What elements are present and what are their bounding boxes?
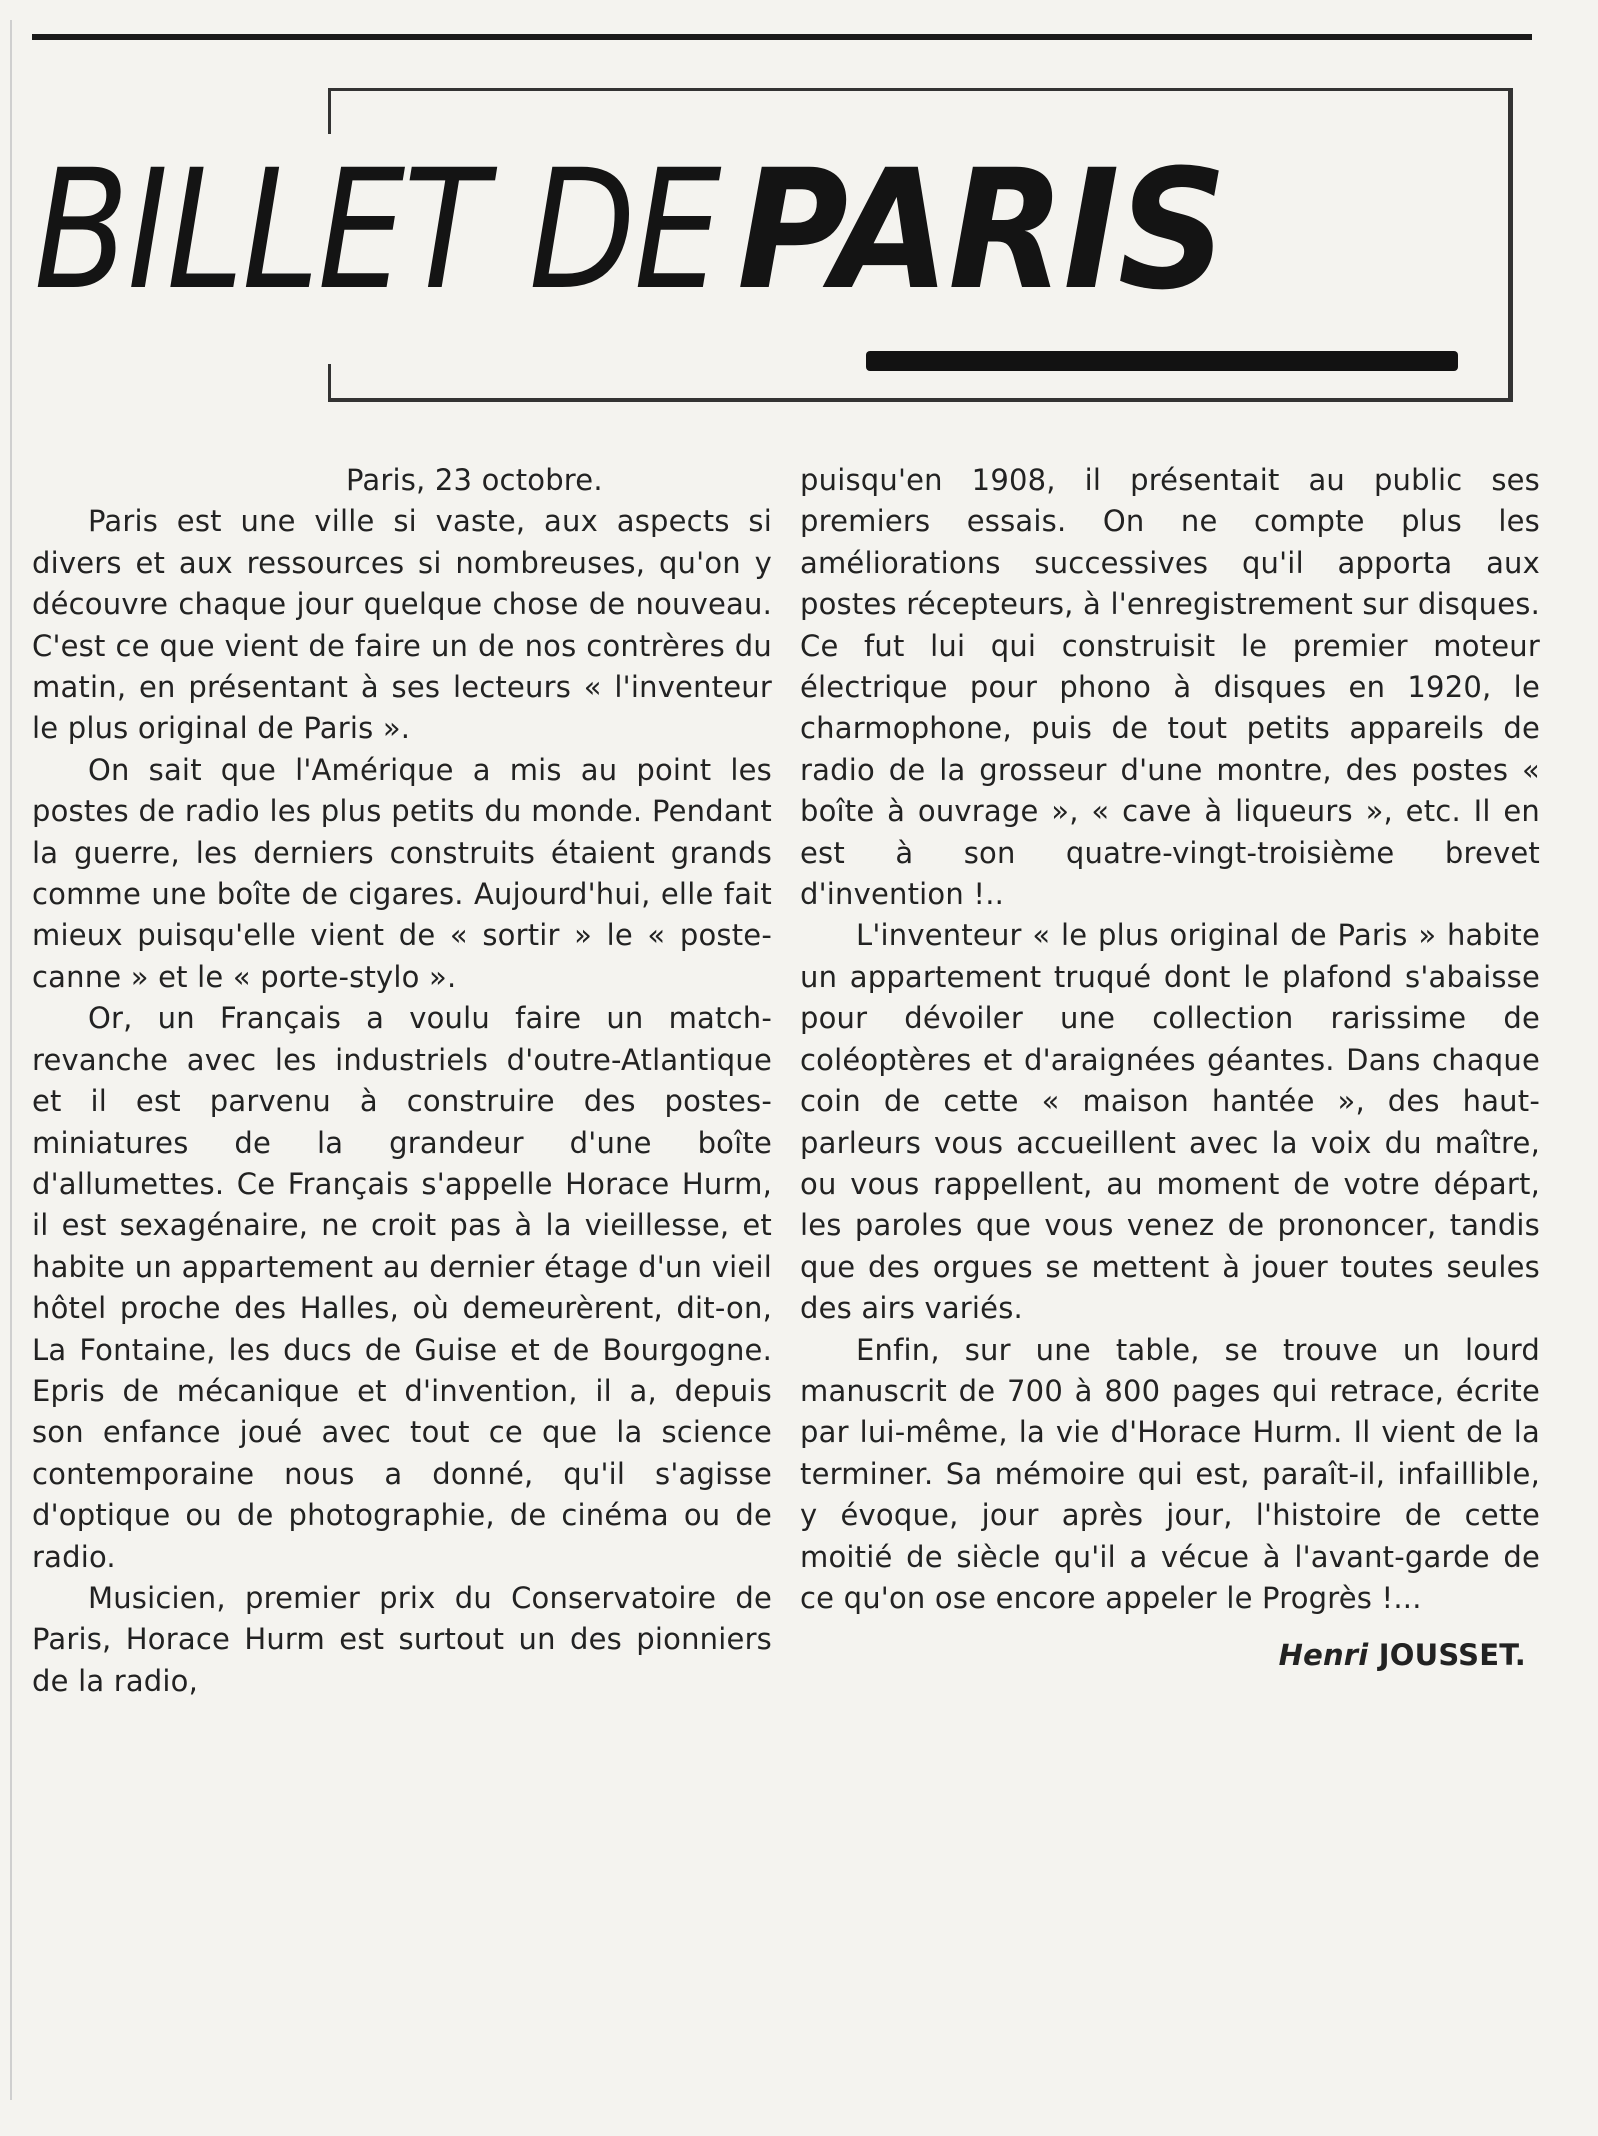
- title-box-border-left-bottom: [328, 364, 331, 400]
- title-box-border-left-top: [328, 88, 331, 134]
- title-underline: [866, 351, 1458, 371]
- title-box-border-top: [328, 88, 1512, 91]
- article-column-left: [32, 460, 772, 1702]
- paragraph: Musicien, premier prix du Conservatoire de Paris, Horace Hurm est surtout un des pionniers de la radio,: [32, 1580, 772, 1698]
- page-edge-line: [10, 20, 12, 2100]
- signature-last-name: JOUSSET.: [1378, 1638, 1526, 1673]
- article-title: [34, 134, 1267, 326]
- title-part-paris: PARIS: [736, 134, 1225, 326]
- signature-first-name: Henri: [1278, 1638, 1369, 1673]
- article-column-right: [800, 460, 1540, 1677]
- paragraph: Or, un Français a voulu faire un match-revanche avec les industriels d'outre-Atlantique et il est parvenu à construire des postes-miniatures de la grandeur d'une boîte d'allumettes. Ce Français s'appelle Horace Hurm, il est sexagénaire, ne croit pas à la vieillesse, et habite un appartement au dernier étage d'un vieil hôtel proche des Halles, où demeurèrent, dit-on, La Fontaine, les ducs de Guise et de Bourgogne. Epris de mécanique et d'invention, il a, depuis son enfance joué avec tout ce que la science contemporaine nous a donné, qu'il s'agisse d'optique ou de photographie, de cinéma ou de radio.: [32, 1001, 772, 1574]
- paragraph: puisqu'en 1908, il présentait au public ses premiers essais. On ne compte plus les améliorations successives qu'il apporta aux postes récepteurs, à l'enregistrement sur disques. Ce fut lui qui construisit le premier moteur électrique pour phono à disques en 1920, le charmophone, puis de tout petits appareils de radio de la grosseur d'une montre, des postes « boîte à ouvrage », « cave à liqueurs », etc. Il en est à son quatre-vingt-troisième brevet d'invention !..: [800, 463, 1540, 912]
- paragraph: Enfin, sur une table, se trouve un lourd manuscrit de 700 à 800 pages qui retrace, écrite par lui-même, la vie d'Horace Hurm. Il vient de la terminer. Sa mémoire qui est, paraît-il, infaillible, y évoque, jour après jour, l'histoire de cette moitié de siècle qu'il a vécue à l'avant-garde de ce qu'on ose encore appeler le Progrès !...: [800, 1332, 1540, 1615]
- title-part-billet-de: BILLET DE: [34, 134, 720, 326]
- paragraph: Paris est une ville si vaste, aux aspects si divers et aux ressources si nombreuses, qu'on y découvre chaque jour quelque chose de nouveau. C'est ce que vient de faire un de nos contrères du matin, en présentant à ses lecteurs « l'inventeur le plus original de Paris ».: [32, 504, 772, 746]
- signature: [800, 1635, 1540, 1676]
- title-box-border-bottom: [328, 398, 1512, 402]
- top-rule: [32, 34, 1532, 40]
- paragraph: On sait que l'Amérique a mis au point les postes de radio les plus petits du monde. Pendant la guerre, les derniers construits étaient grands comme une boîte de cigares. Aujourd'hui, elle fait mieux puisqu'elle vient de « sortir » le « poste-canne » et le « porte-stylo ».: [32, 752, 772, 994]
- title-box-border-right: [1508, 88, 1513, 402]
- dateline: Paris, 23 octobre.: [346, 463, 603, 497]
- paragraph: L'inventeur « le plus original de Paris » habite un appartement truqué dont le plafond s'abaisse pour dévoiler une collection rarissime de coléoptères et d'araignées géantes. Dans chaque coin de cette « maison hantée », des haut-parleurs vous accueillent avec la voix du maître, ou vous rappellent, au moment de votre départ, les paroles que vous venez de prononcer, tandis que des orgues se mettent à jouer toutes seules des airs variés.: [800, 918, 1540, 1326]
